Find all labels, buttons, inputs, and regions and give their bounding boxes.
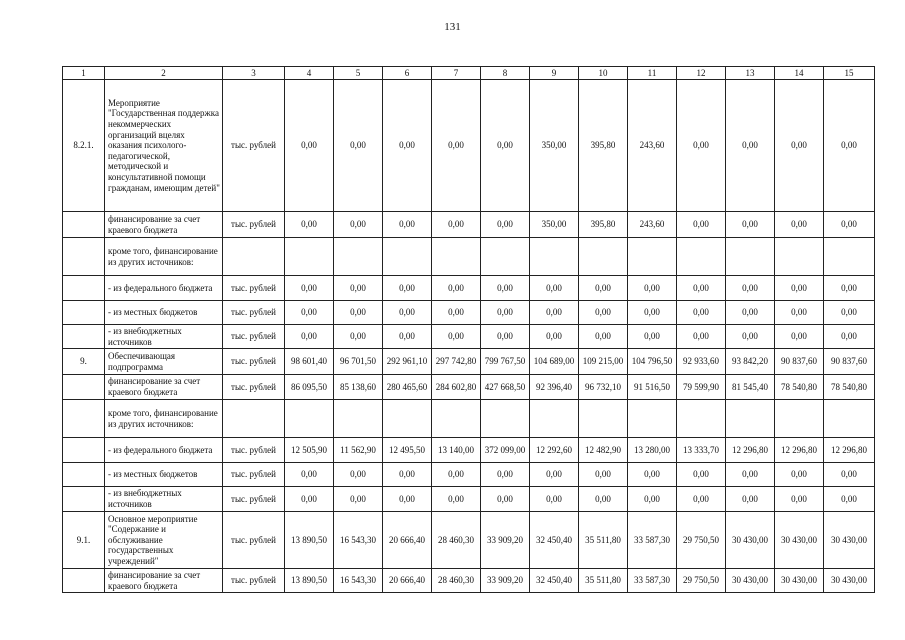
value-cell: 427 668,50 [481,375,530,400]
value-cell: 104 796,50 [628,349,677,375]
table-row [63,349,875,375]
value-cell [530,400,579,438]
row-code: 9. [63,349,105,375]
table-row [63,463,875,487]
value-cell: 0,00 [530,487,579,512]
value-cell [579,400,628,438]
row-code [63,325,105,349]
value-cell: 0,00 [775,80,824,212]
row-unit: тыс. рублей [223,349,285,375]
row-name: Мероприятие "Государственная поддержка некоммерческих организаций вцелях оказания психолого-педагогической, методической и консультативной помощи гражданам, имеющим детей" [105,80,223,212]
row-name: - из местных бюджетов [105,301,223,325]
value-cell: 0,00 [432,463,481,487]
value-cell [334,238,383,276]
value-cell: 0,00 [481,276,530,301]
row-name: Основное мероприятие "Содержание и обслуживание государственных учреждений" [105,512,223,569]
value-cell: 33 909,20 [481,512,530,569]
value-cell: 35 511,80 [579,569,628,593]
header-cell: 6 [383,67,432,80]
value-cell: 0,00 [383,301,432,325]
row-unit: тыс. рублей [223,487,285,512]
value-cell: 0,00 [481,325,530,349]
value-cell: 12 505,90 [285,438,334,463]
row-name: финансирование за счет краевого бюджета [105,212,223,238]
value-cell: 13 140,00 [432,438,481,463]
page-number: 131 [444,21,461,33]
row-code [63,301,105,325]
value-cell: 0,00 [530,325,579,349]
value-cell: 284 602,80 [432,375,481,400]
row-code [63,463,105,487]
value-cell: 93 842,20 [726,349,775,375]
value-cell: 12 482,90 [579,438,628,463]
value-cell: 395,80 [579,212,628,238]
value-cell: 0,00 [334,80,383,212]
header-cell: 5 [334,67,383,80]
row-code [63,569,105,593]
value-cell [432,238,481,276]
value-cell: 30 430,00 [824,512,875,569]
header-cell: 12 [677,67,726,80]
table-row [63,375,875,400]
row-unit [223,400,285,438]
value-cell: 0,00 [726,301,775,325]
header-cell: 15 [824,67,875,80]
header-cell: 2 [105,67,223,80]
value-cell [726,238,775,276]
value-cell: 0,00 [432,276,481,301]
value-cell: 0,00 [432,212,481,238]
value-cell: 0,00 [334,276,383,301]
value-cell: 29 750,50 [677,512,726,569]
value-cell: 30 430,00 [726,512,775,569]
row-name: - из внебюджетных источников [105,325,223,349]
row-code [63,487,105,512]
value-cell: 0,00 [579,325,628,349]
value-cell: 12 292,60 [530,438,579,463]
value-cell [628,238,677,276]
value-cell: 0,00 [824,487,875,512]
value-cell: 30 430,00 [775,569,824,593]
value-cell [530,238,579,276]
value-cell: 13 890,50 [285,569,334,593]
value-cell: 33 587,30 [628,569,677,593]
value-cell: 0,00 [824,212,875,238]
value-cell: 0,00 [677,80,726,212]
value-cell: 0,00 [775,325,824,349]
table-row [63,325,875,349]
row-name: - из местных бюджетов [105,463,223,487]
row-code [63,375,105,400]
value-cell [628,400,677,438]
value-cell [824,400,875,438]
value-cell: 0,00 [775,487,824,512]
value-cell: 0,00 [481,487,530,512]
row-unit: тыс. рублей [223,375,285,400]
value-cell: 0,00 [530,301,579,325]
row-name: - из федерального бюджета [105,276,223,301]
header-cell: 4 [285,67,334,80]
table-row [63,438,875,463]
value-cell: 98 601,40 [285,349,334,375]
value-cell: 297 742,80 [432,349,481,375]
value-cell: 0,00 [677,487,726,512]
value-cell: 0,00 [383,276,432,301]
row-code: 8.2.1. [63,80,105,212]
value-cell: 0,00 [432,301,481,325]
value-cell: 0,00 [824,276,875,301]
table-row [63,400,875,438]
value-cell: 0,00 [285,301,334,325]
table-row [63,569,875,593]
value-cell: 12 296,80 [726,438,775,463]
header-cell: 7 [432,67,481,80]
value-cell: 0,00 [285,80,334,212]
value-cell: 0,00 [334,463,383,487]
value-cell [824,238,875,276]
value-cell [481,400,530,438]
value-cell: 79 599,90 [677,375,726,400]
row-unit: тыс. рублей [223,569,285,593]
value-cell: 799 767,50 [481,349,530,375]
value-cell: 28 460,30 [432,512,481,569]
table-row [63,238,875,276]
value-cell: 0,00 [726,487,775,512]
value-cell: 0,00 [677,301,726,325]
value-cell: 0,00 [334,301,383,325]
value-cell: 33 587,30 [628,512,677,569]
value-cell: 0,00 [530,276,579,301]
value-cell [432,400,481,438]
value-cell: 29 750,50 [677,569,726,593]
value-cell: 0,00 [775,212,824,238]
value-cell: 11 562,90 [334,438,383,463]
value-cell: 32 450,40 [530,512,579,569]
row-unit: тыс. рублей [223,212,285,238]
row-unit: тыс. рублей [223,463,285,487]
row-name: кроме того, финансирование из других источников: [105,400,223,438]
value-cell: 0,00 [383,80,432,212]
value-cell: 20 666,40 [383,569,432,593]
value-cell: 91 516,50 [628,375,677,400]
value-cell: 0,00 [579,463,628,487]
value-cell: 12 495,50 [383,438,432,463]
value-cell: 0,00 [285,463,334,487]
row-unit: тыс. рублей [223,325,285,349]
value-cell: 0,00 [334,487,383,512]
value-cell: 0,00 [628,276,677,301]
value-cell: 0,00 [334,212,383,238]
value-cell: 90 837,60 [824,349,875,375]
value-cell [726,400,775,438]
value-cell: 350,00 [530,80,579,212]
value-cell: 0,00 [775,276,824,301]
header-cell: 1 [63,67,105,80]
value-cell: 0,00 [383,463,432,487]
header-cell: 11 [628,67,677,80]
value-cell: 0,00 [677,276,726,301]
value-cell: 0,00 [432,80,481,212]
value-cell: 96 701,50 [334,349,383,375]
value-cell: 13 333,70 [677,438,726,463]
row-unit: тыс. рублей [223,276,285,301]
budget-table [62,66,875,593]
row-name: кроме того, финансирование из других источников: [105,238,223,276]
header-cell: 8 [481,67,530,80]
row-name: - из федерального бюджета [105,438,223,463]
value-cell: 350,00 [530,212,579,238]
row-code [63,238,105,276]
value-cell: 0,00 [824,80,875,212]
value-cell: 85 138,60 [334,375,383,400]
value-cell: 0,00 [579,487,628,512]
value-cell: 20 666,40 [383,512,432,569]
table-row [63,80,875,212]
table-row [63,487,875,512]
value-cell: 243,60 [628,80,677,212]
table-row [63,301,875,325]
value-cell: 0,00 [726,276,775,301]
value-cell [677,400,726,438]
row-code [63,438,105,463]
value-cell: 0,00 [383,212,432,238]
value-cell: 109 215,00 [579,349,628,375]
value-cell: 0,00 [432,325,481,349]
value-cell: 0,00 [726,463,775,487]
value-cell: 0,00 [481,301,530,325]
value-cell: 0,00 [628,487,677,512]
value-cell: 0,00 [383,325,432,349]
value-cell: 0,00 [285,212,334,238]
value-cell: 0,00 [775,301,824,325]
row-code: 9.1. [63,512,105,569]
value-cell: 12 296,80 [775,438,824,463]
value-cell: 0,00 [481,212,530,238]
value-cell: 0,00 [677,325,726,349]
row-name: Обеспечивающая подпрограмма [105,349,223,375]
value-cell: 33 909,20 [481,569,530,593]
value-cell: 0,00 [481,80,530,212]
row-name: - из внебюджетных источников [105,487,223,512]
value-cell: 78 540,80 [824,375,875,400]
value-cell: 92 933,60 [677,349,726,375]
value-cell: 0,00 [824,301,875,325]
header-cell: 3 [223,67,285,80]
table-row [63,212,875,238]
value-cell [285,238,334,276]
value-cell [775,238,824,276]
value-cell: 0,00 [579,276,628,301]
value-cell: 32 450,40 [530,569,579,593]
row-unit: тыс. рублей [223,438,285,463]
value-cell: 16 543,30 [334,512,383,569]
row-unit: тыс. рублей [223,512,285,569]
value-cell: 96 732,10 [579,375,628,400]
value-cell [579,238,628,276]
value-cell [285,400,334,438]
value-cell [334,400,383,438]
row-code [63,400,105,438]
value-cell: 0,00 [334,325,383,349]
value-cell: 280 465,60 [383,375,432,400]
value-cell: 104 689,00 [530,349,579,375]
row-unit [223,238,285,276]
table-row [63,276,875,301]
value-cell: 13 890,50 [285,512,334,569]
value-cell [481,238,530,276]
value-cell [383,400,432,438]
value-cell: 0,00 [285,276,334,301]
row-code [63,276,105,301]
value-cell: 13 280,00 [628,438,677,463]
value-cell [775,400,824,438]
value-cell: 90 837,60 [775,349,824,375]
value-cell: 292 961,10 [383,349,432,375]
value-cell: 12 296,80 [824,438,875,463]
value-cell: 395,80 [579,80,628,212]
value-cell: 0,00 [824,463,875,487]
value-cell [383,238,432,276]
value-cell: 0,00 [628,325,677,349]
value-cell: 92 396,40 [530,375,579,400]
value-cell: 0,00 [285,325,334,349]
header-row [63,67,875,80]
value-cell: 0,00 [432,487,481,512]
header-cell: 10 [579,67,628,80]
row-code [63,212,105,238]
value-cell: 0,00 [677,212,726,238]
value-cell: 0,00 [628,301,677,325]
row-name: финансирование за счет краевого бюджета [105,375,223,400]
value-cell: 0,00 [775,463,824,487]
value-cell: 0,00 [383,487,432,512]
value-cell: 0,00 [824,325,875,349]
value-cell: 372 099,00 [481,438,530,463]
value-cell: 78 540,80 [775,375,824,400]
value-cell: 0,00 [726,212,775,238]
header-cell: 14 [775,67,824,80]
row-name: финансирование за счет краевого бюджета [105,569,223,593]
value-cell: 0,00 [530,463,579,487]
value-cell: 86 095,50 [285,375,334,400]
value-cell: 0,00 [285,487,334,512]
value-cell: 30 430,00 [726,569,775,593]
value-cell: 35 511,80 [579,512,628,569]
header-cell: 9 [530,67,579,80]
value-cell: 0,00 [628,463,677,487]
row-unit: тыс. рублей [223,301,285,325]
value-cell: 0,00 [726,325,775,349]
value-cell: 30 430,00 [824,569,875,593]
value-cell: 0,00 [677,463,726,487]
row-unit: тыс. рублей [223,80,285,212]
value-cell: 0,00 [726,80,775,212]
table-row [63,512,875,569]
value-cell: 16 543,30 [334,569,383,593]
header-cell: 13 [726,67,775,80]
value-cell: 81 545,40 [726,375,775,400]
value-cell: 30 430,00 [775,512,824,569]
value-cell: 28 460,30 [432,569,481,593]
value-cell [677,238,726,276]
value-cell: 0,00 [481,463,530,487]
value-cell: 243,60 [628,212,677,238]
value-cell: 0,00 [579,301,628,325]
